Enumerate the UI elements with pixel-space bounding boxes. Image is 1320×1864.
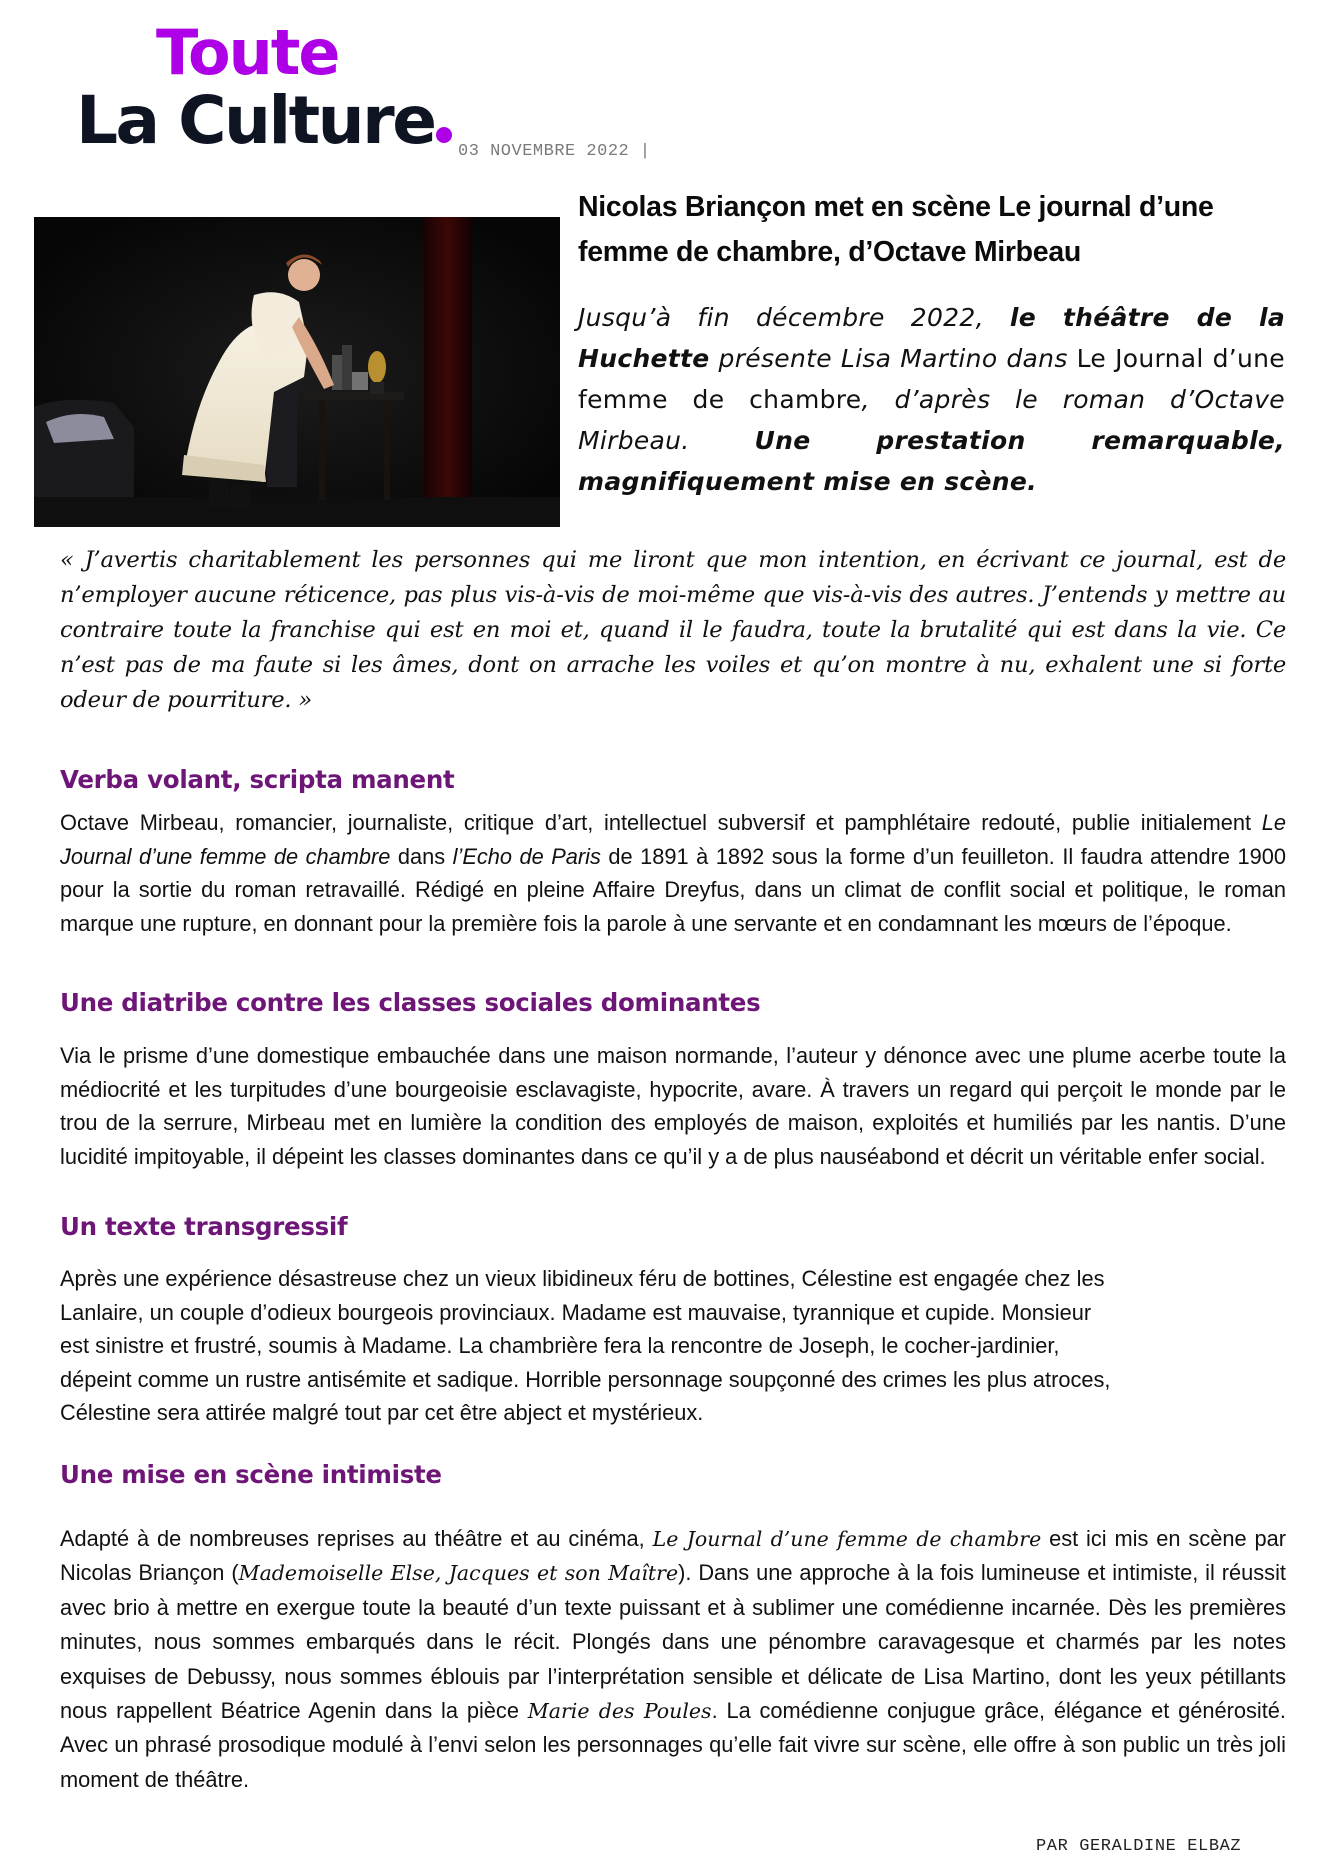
section-paragraph-verba-volant [60,806,1286,940]
lead-part-5: , d’après le roman d’Octave Mirbeau. [578,385,1285,455]
section-heading-diatribe: Une diatribe contre les classes sociales dominantes [60,988,761,1017]
lead-theatre-name: le théâtre de la Huchette [578,303,1285,373]
para-book-title: Le Journal d’une femme de chambre [60,810,1286,869]
para-line: dépeint comme un rustre antisémite et sadique. Horrible personnage soupçonné des crimes les plus atroces, [60,1366,1111,1392]
logo-toute[interactable]: Toute [156,16,339,89]
para-text: dans [390,843,453,869]
lead-part-3: présente Lisa Martino dans [709,344,1077,373]
para-book-title: Le Journal d’une femme de chambre [652,1527,1042,1551]
section-paragraph-texte-transgressif [60,1262,1286,1430]
section-paragraph-diatribe: Via le prisme d’une domestique embauchée dans une maison normande, l’auteur y dénonce avec une plume acerbe toute la médiocrité et les turpitudes d’une bourgeoisie esclavagiste, hypocrite, avare. À travers un regard qui perçoit le monde par le trou de la serrure, Mirbeau met en lumière la condition des employés de maison, exploités et humiliés par les nantis. D’une lucidité impitoyable, il dépeint les classes dominantes dans ce qu’il y a de plus nauséabond et décrit un véritable enfer social. [60,1043,1286,1169]
logo-la-culture[interactable] [76,82,452,159]
lead-part-1: Jusqu’à fin décembre 2022, [578,303,1010,332]
section-paragraph-mise-en-scene [60,1522,1286,1797]
para-text: . La comédienne conjugue grâce, élégance et générosité. Avec un phrasé prosodique modulé à l’envi selon les personnages qu’elle fait vivre sur scène, elle offre à son public un très joli moment de théâtre. [60,1698,1286,1792]
article-lead [578,297,1285,502]
para-newspaper-title: l’Echo de Paris [452,843,601,869]
para-line: Lanlaire, un couple d’odieux bourgeois provinciaux. Madame est mauvaise, tyrannique et cupide. Monsieur [60,1299,1092,1325]
lead-verdict: Une prestation remarquable, magnifiquement mise en scène. [578,426,1285,496]
publication-date: 03 NOVEMBRE 2022 | [458,142,651,161]
stage-photo-illustration [34,217,560,527]
article-photo [34,217,560,527]
section-heading-mise-en-scene: Une mise en scène intimiste [60,1460,442,1489]
para-line: Après une expérience désastreuse chez un vieux libidineux féru de bottines, Célestine est engagée chez les [60,1266,1105,1291]
para-previous-works: Mademoiselle Else, Jacques et son Maître [238,1561,679,1586]
section-heading-texte-transgressif: Un texte transgressif [60,1212,348,1241]
para-text: est ici mis en scène par Nicolas Briançon ( [60,1526,1286,1586]
article-title: Nicolas Briançon met en scène Le journal d’une femme de chambre, d’Octave Mirbeau [578,191,1214,268]
para-text: ). Dans une approche à la fois lumineuse et intimiste, il réussit avec brio à mettre en exergue toute la beauté d’un texte puissant et à sublimer une comédienne incarnée. Dès les premières minutes, nous sommes embarqués dans le récit. Plongés dans une pénombre caravagesque et charmés par les notes exquises de Debussy, nous sommes éblouis par l’interprétation sensible et délicate de Lisa Martino, dont les yeux pétillants nous rappellent Béatrice Agenin dans la pièce [60,1560,1286,1724]
para-line: Célestine sera attirée malgré tout par cet être abject et mystérieux. [60,1400,704,1426]
para-text: Octave Mirbeau, romancier, journaliste, critique d’art, intellectuel subversif et pamphlétaire redouté, publie initialement [60,810,1262,835]
para-line: est sinistre et frustré, soumis à Madame. La chambrière fera la rencontre de Joseph, le cocher-jardinier, [60,1333,1060,1359]
para-text: de 1891 à 1892 sous la forme d’un feuilleton. Il faudra attendre 1900 pour la sortie du roman retravaillé. Rédigé en pleine Affaire Dreyfus, dans un climat de conflit social et politique, le roman marque une rupture, en donnant pour la première fois la parole à une servante et en condamnant les mœurs de l’époque. [60,843,1286,936]
logo-dot-icon [436,127,452,143]
section-heading-verba-volant: Verba volant, scripta manent [60,765,455,794]
book-quote: « J’avertis charitablement les personnes qui me liront que mon intention, en écrivant ce journal, est de n’employer aucune réticence, pas plus vis-à-vis de moi-même que vis-à-vis des autres. J’entends y mettre au contraire toute la franchise qui est en moi et, quand il le faudra, toute la brutalité qui est dans la vie. Ce n’est pas de ma faute si les âmes, dont on arrache les voiles et qu’on montre à nu, exhalent une si forte odeur de pourriture. » [60,547,1286,713]
author-byline: PAR GERALDINE ELBAZ [1036,1837,1242,1856]
lead-book-title: Le Journal d’une femme de chambre [578,344,1285,414]
para-play-title: Marie des Poules [527,1699,712,1724]
logo-la-culture-text: La Culture [76,82,435,159]
para-text: Adapté à de nombreuses reprises au théâtre et au cinéma, [60,1526,653,1551]
